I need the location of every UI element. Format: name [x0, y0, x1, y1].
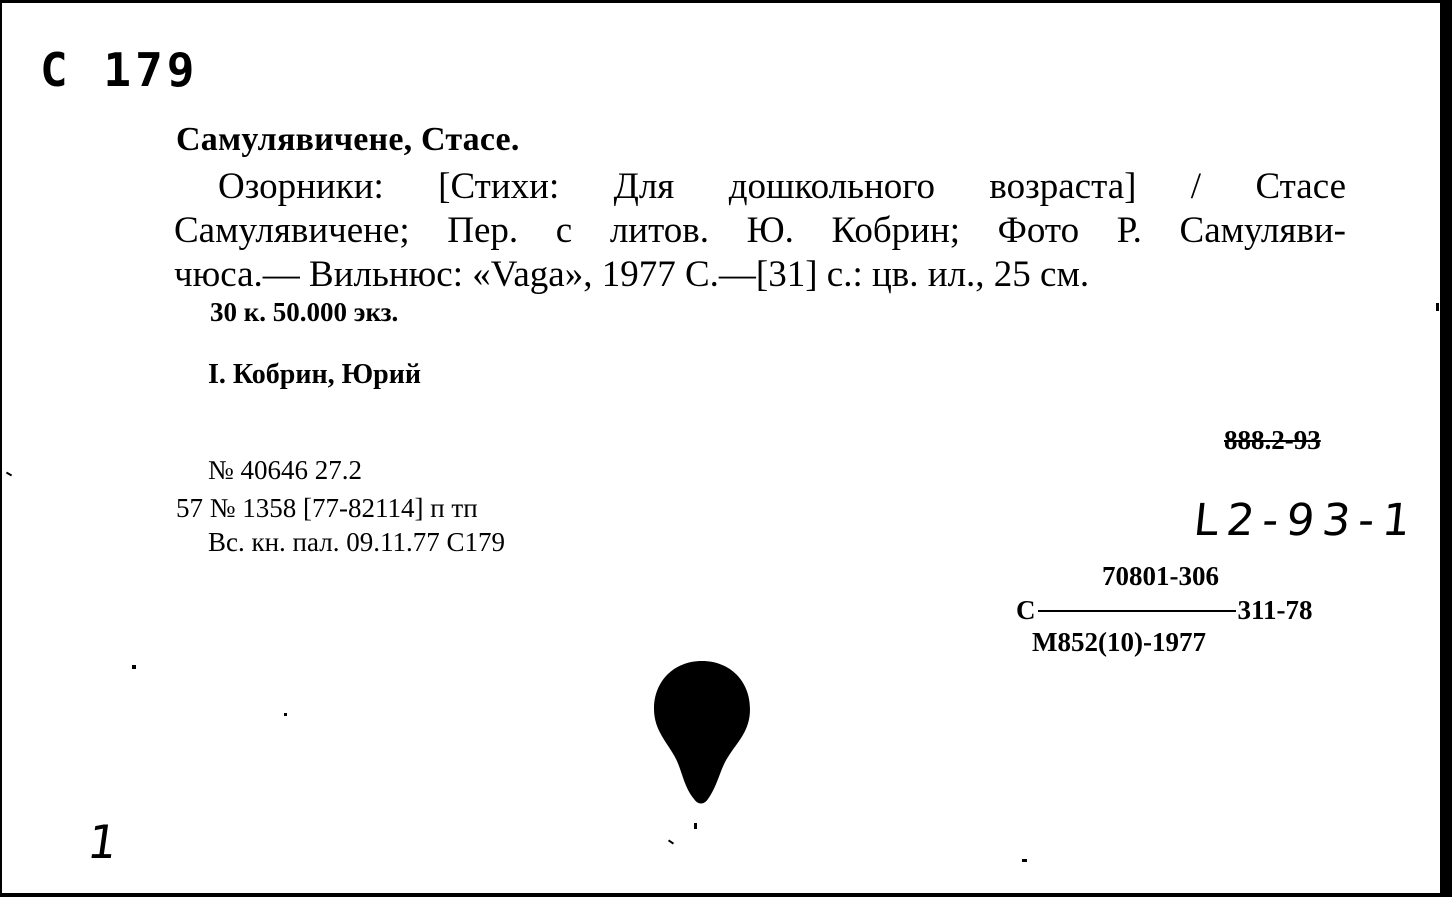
ink-blot-icon — [654, 659, 750, 809]
description-line: Озорники: [Стихи: Для дошкольного возраста] / Стасе — [218, 166, 1346, 207]
publisher-index-top: 70801-306 — [1102, 561, 1219, 591]
order-number-line: № 40646 27.2 — [208, 455, 363, 485]
speck — [1022, 859, 1027, 862]
description-line: чюса.— Вильнюс: «Vaga», 1977 С.—[31] с.: цв. ил., 25 см. — [174, 254, 1090, 295]
handwritten-mark: 1 — [84, 815, 122, 869]
publisher-index-middle — [1016, 595, 1313, 626]
struck-classification-number: 888.2-93 — [1224, 425, 1321, 455]
speck — [668, 839, 674, 844]
chamber-date-line: Вс. кн. пал. 09.11.77 С179 — [208, 527, 505, 557]
publisher-index-code: 311-78 — [1237, 595, 1313, 625]
speck — [132, 665, 136, 669]
publisher-index-letter: С — [1016, 595, 1036, 625]
speck — [6, 472, 12, 477]
handwritten-classification-number: L2-93-1 — [1191, 495, 1421, 546]
bibliographic-description — [174, 165, 1346, 297]
author-heading: Самулявичене, Стасе. — [176, 121, 520, 158]
order-number-line: 57 № 1358 [77-82114] п тп — [176, 493, 478, 523]
speck — [694, 823, 697, 829]
speck — [284, 713, 287, 716]
description-line: Самулявичене; Пер. с литов. Ю. Кобрин; Фото Р. Самуляви- — [174, 210, 1346, 251]
publisher-index-bottom: М852(10)-1977 — [1032, 627, 1206, 657]
call-number: С 179 — [40, 43, 199, 97]
fraction-bar — [1038, 610, 1236, 612]
added-entry-tracing: I. Кобрин, Юрий — [208, 359, 422, 390]
speck — [1436, 303, 1439, 311]
price-and-print-run: 30 к. 50.000 экз. — [210, 297, 399, 327]
